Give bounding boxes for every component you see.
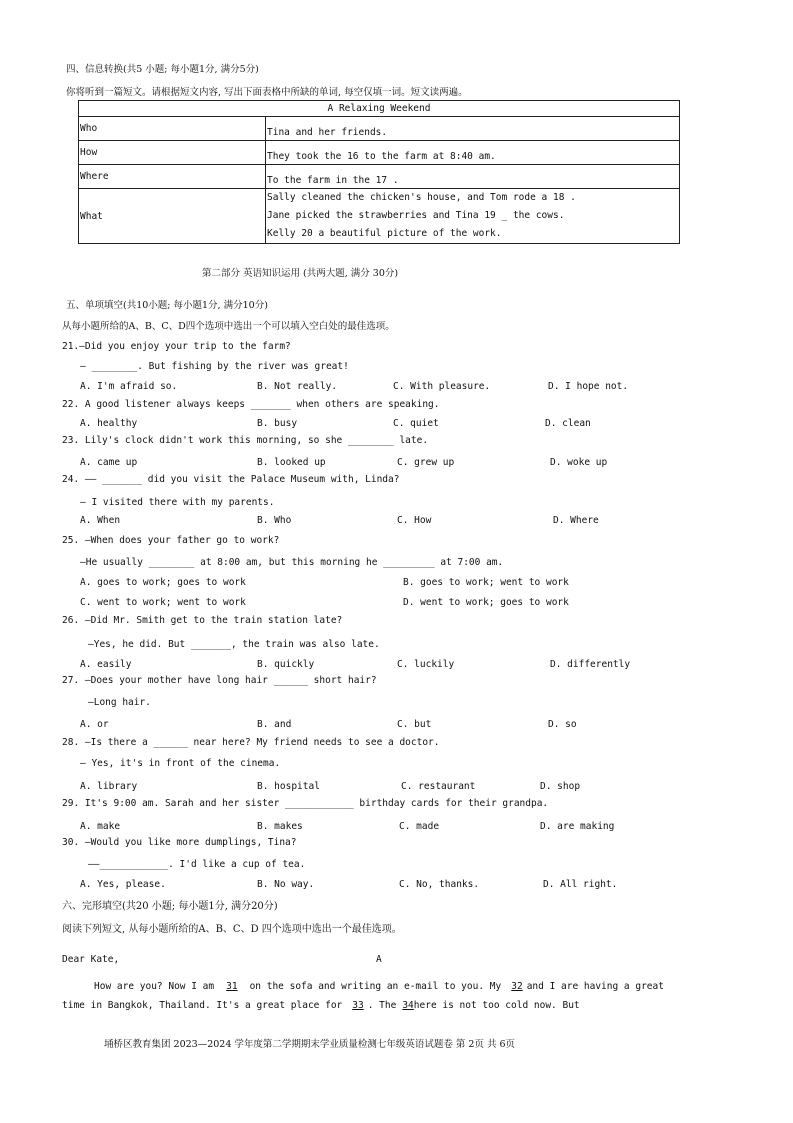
section6-heading: 六、完形填空(共20 小题; 每小题1分, 满分20分) xyxy=(62,901,278,912)
option-c: C. but xyxy=(397,719,432,730)
row-key: What xyxy=(79,189,266,244)
question-line: 27. —Does your mother have long hair ______ short hair? xyxy=(62,675,377,686)
option-a: A. easily xyxy=(80,659,132,670)
option-b: B. goes to work; went to work xyxy=(403,577,569,588)
option-d: D. went to work; goes to work xyxy=(403,597,569,608)
option-c: C. went to work; went to work xyxy=(80,597,246,608)
blank-31: 31 xyxy=(226,981,238,992)
part2-title: 第二部分 英语知识运用 (共两大题, 满分 30分) xyxy=(202,268,399,279)
blank-33: 33 xyxy=(352,1000,364,1011)
section4-heading: 四、信息转换(共5 小题; 每小题1分, 满分5分) xyxy=(66,64,259,75)
option-b: B. hospital xyxy=(257,781,320,792)
row-line: Sally cleaned the chicken's house, and Tom rode a 18 . xyxy=(267,192,576,203)
question-line: — ________. But fishing by the river was great! xyxy=(80,361,349,372)
option-a: A. library xyxy=(80,781,138,792)
row-value: Tina and her friends. xyxy=(266,117,680,141)
row-value: To the farm in the 17 . xyxy=(266,165,680,189)
question-line: 23. Lily's clock didn't work this morning, so she ________ late. xyxy=(62,435,429,446)
option-b: B. busy xyxy=(257,418,298,429)
table-title: A Relaxing Weekend xyxy=(79,101,680,117)
option-b: B. makes xyxy=(257,821,303,832)
option-d: D. are making xyxy=(540,821,615,832)
row-key: How xyxy=(79,141,266,165)
section5-instruction: 从每小题所给的A、B、C、D四个选项中选出一个可以填入空白处的最佳选项。 xyxy=(62,321,395,332)
table-row xyxy=(79,117,680,141)
option-c: C. luckily xyxy=(397,659,455,670)
option-c: C. No, thanks. xyxy=(399,879,480,890)
option-c: C. made xyxy=(399,821,440,832)
section4-instruction: 你将听到一篇短文。请根据短文内容, 写出下面表格中所缺的单词, 每空仅填一词。短文读两遍。 xyxy=(66,87,468,98)
option-c: C. How xyxy=(397,515,432,526)
question-line: 25. —When does your father go to work? xyxy=(62,535,280,546)
question-line: —Long hair. xyxy=(88,697,151,708)
row-line: Kelly 20 a beautiful picture of the work. xyxy=(267,228,502,239)
option-d: D. differently xyxy=(550,659,631,670)
option-a: A. goes to work; goes to work xyxy=(80,577,246,588)
option-d: D. I hope not. xyxy=(548,381,629,392)
option-d: D. Where xyxy=(553,515,599,526)
option-b: B. and xyxy=(257,719,292,730)
option-a: A. Yes, please. xyxy=(80,879,166,890)
question-line: ——____________. I'd like a cup of tea. xyxy=(88,859,306,870)
row-key: Who xyxy=(79,117,266,141)
option-a: A. When xyxy=(80,515,121,526)
question-line: 26. —Did Mr. Smith get to the train station late? xyxy=(62,615,343,626)
question-line: —Yes, he did. But _______, the train was also late. xyxy=(88,639,380,650)
row-line: Jane picked the strawberries and Tina 19 _ the cows. xyxy=(267,210,565,221)
option-d: D. All right. xyxy=(543,879,618,890)
option-b: B. looked up xyxy=(257,457,326,468)
passage-line-1: How are you? Now I am 31 on the sofa and writing an e-mail to you. My 32 and I are having a great xyxy=(94,981,664,992)
option-d: D. woke up xyxy=(550,457,608,468)
option-a: A. healthy xyxy=(80,418,138,429)
option-a: A. I'm afraid so. xyxy=(80,381,178,392)
blank-34: 34 xyxy=(402,1000,414,1011)
row-value xyxy=(266,189,680,244)
option-a: A. or xyxy=(80,719,109,730)
row-value: They took the 16 to the farm at 8:40 am. xyxy=(266,141,680,165)
question-line: 21.—Did you enjoy your trip to the farm? xyxy=(62,341,291,352)
question-line: —He usually ________ at 8:00 am, but this morning he _________ at 7:00 am. xyxy=(80,557,504,568)
table-row xyxy=(79,141,680,165)
info-table xyxy=(78,100,680,244)
letter-greeting: Dear Kate, xyxy=(62,954,120,965)
table-row xyxy=(79,165,680,189)
table-row xyxy=(79,189,680,244)
option-c: C. quiet xyxy=(393,418,439,429)
option-b: B. Who xyxy=(257,515,292,526)
row-key: Where xyxy=(79,165,266,189)
blank-32: 32 xyxy=(511,981,523,992)
option-b: B. No way. xyxy=(257,879,315,890)
section5-heading: 五、单项填空(共10小题; 每小题1分, 满分10分) xyxy=(66,300,268,311)
option-d: D. clean xyxy=(545,418,591,429)
question-line: 24. —— _______ did you visit the Palace Museum with, Linda? xyxy=(62,474,400,485)
passage-line-2: time in Bangkok, Thailand. It's a great place for 33 . The 34here is not too cold now. But xyxy=(62,1000,580,1011)
question-line: 28. —Is there a ______ near here? My friend needs to see a doctor. xyxy=(62,737,440,748)
section6-instruction: 阅读下列短文, 从每小题所给的A、B、C、D 四个选项中选出一个最佳选项。 xyxy=(62,924,402,935)
passage-label: A xyxy=(376,954,382,965)
option-b: B. quickly xyxy=(257,659,315,670)
option-a: A. came up xyxy=(80,457,138,468)
option-c: C. With pleasure. xyxy=(393,381,491,392)
question-line: 30. —Would you like more dumplings, Tina? xyxy=(62,837,297,848)
question-line: — Yes, it's in front of the cinema. xyxy=(80,758,281,769)
option-b: B. Not really. xyxy=(257,381,338,392)
option-c: C. grew up xyxy=(397,457,455,468)
option-d: D. so xyxy=(548,719,577,730)
question-line: 22. A good listener always keeps _______ when others are speaking. xyxy=(62,399,440,410)
question-line: — I visited there with my parents. xyxy=(80,497,275,508)
option-d: D. shop xyxy=(540,781,581,792)
option-c: C. restaurant xyxy=(401,781,476,792)
page-footer: 埇桥区教育集团 2023—2024 学年度第二学期期末学业质量检测七年级英语试题卷 第 2页 共 6页 xyxy=(104,1039,516,1050)
question-line: 29. It's 9:00 am. Sarah and her sister ____________ birthday cards for their grandpa. xyxy=(62,798,549,809)
option-a: A. make xyxy=(80,821,121,832)
